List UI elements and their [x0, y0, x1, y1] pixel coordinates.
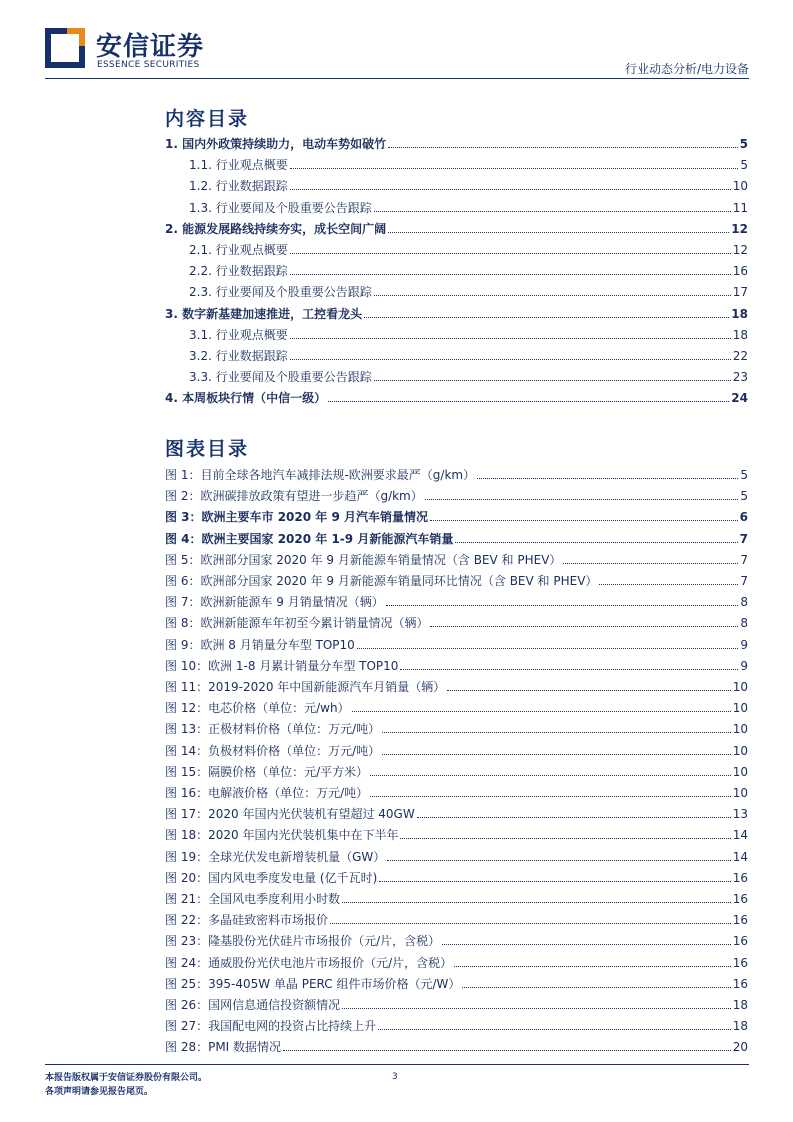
toc-entry-text: 2. 能源发展路线持续夯实，成长空间广阔: [165, 221, 387, 236]
figure-entry[interactable]: [165, 485, 748, 503]
figure-entry[interactable]: [165, 506, 748, 524]
figure-entry-page: 10: [732, 786, 748, 800]
toc-entry[interactable]: [165, 387, 748, 405]
figure-entry[interactable]: [165, 909, 748, 927]
figure-entry-text: 图 13：正极材料价格（单位：万元/吨）: [165, 722, 381, 737]
toc-entry-page: 22: [732, 349, 748, 363]
brand-name-en: ESSENCE SECURITIES: [97, 60, 200, 70]
figure-entry[interactable]: [165, 867, 748, 885]
toc-entry-text: 3.3. 行业要闻及个股重要公告跟踪: [189, 370, 372, 385]
figure-entry-page: 5: [740, 489, 748, 504]
figure-leader-dots: [442, 944, 731, 945]
figure-leader-dots: [425, 499, 739, 500]
figure-entry-text: 图 25：395-405W 单晶 PERC 组件市场价格（元/W）: [165, 976, 461, 991]
toc-entry-page: 18: [731, 306, 748, 321]
figure-entry-text: 图 10：欧洲 1-8 月累计销量分车型 TOP10: [165, 658, 399, 673]
figure-entry-page: 14: [732, 849, 748, 864]
figure-entry[interactable]: [165, 846, 748, 864]
figure-entry-page: 16: [732, 913, 748, 928]
header-divider: [45, 78, 749, 79]
essence-logo-icon: [45, 28, 85, 68]
figure-entry-text: 图 17：2020 年国内光伏装机有望超过 40GW: [165, 807, 415, 822]
toc-leader-dots: [290, 338, 731, 339]
figure-entry-page: 10: [732, 722, 748, 737]
figure-entry[interactable]: [165, 888, 748, 906]
figure-entry[interactable]: [165, 612, 748, 630]
figure-entry-text: 图 15：隔膜价格（单位：元/平方米）: [165, 764, 369, 779]
figure-entry-text: 图 14：负极材料价格（单位：万元/吨）: [165, 743, 381, 758]
figure-leader-dots: [342, 902, 731, 903]
figure-entry-text: 图 4：欧洲主要国家 2020 年 1-9 月新能源汽车销量: [165, 531, 454, 546]
figure-leader-dots: [379, 881, 730, 882]
figure-entry-text: 图 23：隆基股份光伏硅片市场报价（元/片，含税）: [165, 934, 441, 949]
toc-entry-text: 3.2. 行业数据跟踪: [189, 349, 288, 363]
figure-entry[interactable]: [165, 1015, 748, 1033]
figure-entry[interactable]: [165, 464, 748, 482]
figure-entry-page: 10: [732, 680, 748, 694]
toc-entry-text: 1.3. 行业要闻及个股重要公告跟踪: [189, 200, 372, 215]
footer-divider: [45, 1064, 749, 1065]
figure-entry-text: 图 18：2020 年国内光伏装机集中在下半年: [165, 828, 399, 843]
figure-leader-dots: [477, 478, 738, 479]
toc-entry-page: 5: [739, 137, 748, 151]
toc-leader-dots: [374, 380, 731, 381]
figure-entry-page: 18: [732, 998, 748, 1012]
figure-leader-dots: [599, 584, 738, 585]
toc-entry-text: 2.1. 行业观点概要: [189, 243, 288, 257]
figure-leader-dots: [378, 1029, 731, 1030]
toc-entry-text: 2.3. 行业要闻及个股重要公告跟踪: [189, 285, 372, 300]
figure-entry[interactable]: [165, 973, 748, 991]
figure-entry-page: 7: [740, 552, 748, 567]
toc-entry[interactable]: [189, 175, 748, 193]
figure-leader-dots: [387, 860, 730, 861]
figure-entry[interactable]: [165, 930, 748, 948]
toc-leader-dots: [388, 147, 738, 148]
toc-leader-dots: [364, 317, 729, 318]
figure-entry[interactable]: [165, 994, 748, 1012]
figure-leader-dots: [400, 669, 738, 670]
toc-entry[interactable]: [189, 260, 748, 278]
toc-entry[interactable]: [189, 345, 748, 363]
figure-leader-dots: [400, 838, 730, 839]
figure-entry-page: 16: [732, 934, 748, 949]
toc-leader-dots: [290, 274, 731, 275]
figure-entry-text: 图 12：电芯价格（单位：元/wh）: [165, 701, 350, 716]
figure-entry-text: 图 6：欧洲部分国家 2020 年 9 月新能源车销量同环比情况（含 BEV 和 PHEV）: [165, 574, 598, 588]
figure-entry-page: 9: [740, 658, 748, 673]
figure-leader-dots: [430, 626, 738, 627]
figure-entry[interactable]: [165, 655, 748, 673]
figure-entry-text: 图 22：多晶硅致密料市场报价: [165, 913, 329, 928]
figure-entry-page: 9: [740, 637, 748, 652]
toc-entry[interactable]: [165, 218, 748, 236]
toc-entry-text: 2.2. 行业数据跟踪: [189, 264, 288, 279]
figure-entry[interactable]: [165, 528, 748, 546]
toc-leader-dots: [374, 295, 731, 296]
figure-entry-text: 图 1：目前全球各地汽车减排法规-欧洲要求最严（g/km）: [165, 468, 476, 482]
figure-leader-dots: [563, 563, 738, 564]
toc-entry-page: 11: [732, 200, 748, 215]
figure-entry-page: 16: [732, 892, 748, 906]
figure-entry[interactable]: [165, 1036, 748, 1054]
figure-leader-dots: [370, 775, 731, 776]
figure-entry-text: 图 27：我国配电网的投资占比持续上升: [165, 1019, 377, 1034]
figure-leader-dots: [370, 796, 731, 797]
figure-entry-text: 图 26：国网信息通信投资额情况: [165, 998, 341, 1012]
toc-leader-dots: [388, 232, 729, 233]
toc-entry[interactable]: [189, 154, 748, 172]
figure-entry-page: 14: [732, 828, 748, 843]
figure-entry-text: 图 11：2019-2020 年中国新能源汽车月销量（辆）: [165, 680, 446, 694]
figure-entry[interactable]: [165, 740, 748, 758]
toc-entry[interactable]: [189, 324, 748, 342]
figure-entry[interactable]: [165, 634, 748, 652]
figure-entry-page: 10: [732, 764, 748, 779]
figure-entry-text: 图 5：欧洲部分国家 2020 年 9 月新能源车销量情况（含 BEV 和 PHEV）: [165, 552, 562, 567]
figure-entry-page: 8: [740, 595, 748, 610]
figure-entry-page: 10: [732, 743, 748, 758]
figure-leader-dots: [454, 966, 731, 967]
figure-leader-dots: [382, 754, 731, 755]
figure-entry[interactable]: [165, 549, 748, 567]
figure-leader-dots: [352, 711, 731, 712]
brand-name-cn: 安信证券: [96, 32, 205, 62]
toc-entry-text: 3.1. 行业观点概要: [189, 327, 288, 342]
figure-leader-dots: [455, 542, 737, 543]
toc-entry-text: 1.1. 行业观点概要: [189, 158, 288, 173]
figure-entry-text: 图 16：电解液价格（单位：万元/吨）: [165, 786, 369, 800]
figure-entry-page: 7: [740, 574, 748, 588]
figure-leader-dots: [357, 648, 739, 649]
figure-entry[interactable]: [165, 824, 748, 842]
figure-entry-text: 图 3：欧洲主要车市 2020 年 9 月汽车销量情况: [165, 510, 428, 525]
toc-entry[interactable]: [189, 366, 748, 384]
figure-entry-page: 16: [732, 870, 748, 885]
footer-disclaimer: 各项声明请参见报告尾页。: [45, 1087, 154, 1097]
toc-entry-page: 24: [731, 391, 748, 406]
figure-leader-dots: [386, 605, 739, 606]
figure-entry-text: 图 21：全国风电季度利用小时数: [165, 892, 341, 906]
toc-entry-page: 10: [732, 179, 748, 194]
figure-entry-text: 图 28：PMI 数据情况: [165, 1040, 282, 1055]
report-category: 行业动态分析/电力设备: [624, 62, 749, 76]
toc-title: 内容目录: [165, 108, 250, 130]
figure-entry-page: 5: [740, 468, 748, 482]
figure-entry[interactable]: [165, 782, 748, 800]
toc-entry[interactable]: [165, 303, 748, 321]
figure-entry-page: 16: [732, 976, 748, 991]
page-number: 3: [392, 1072, 398, 1082]
figure-entry-page: 7: [739, 531, 748, 546]
footer-copyright: 本报告版权属于安信证券股份有限公司。: [45, 1073, 208, 1083]
toc-entry[interactable]: [165, 133, 748, 151]
figures-title: 图表目录: [165, 438, 250, 460]
toc-leader-dots: [328, 401, 729, 402]
toc-entry-page: 16: [732, 264, 748, 279]
figure-entry[interactable]: [165, 761, 748, 779]
toc-leader-dots: [290, 253, 731, 254]
toc-leader-dots: [290, 168, 739, 169]
figure-entry-page: 16: [732, 955, 748, 970]
toc-entry-page: 23: [732, 370, 748, 385]
toc-entry[interactable]: [189, 281, 748, 299]
figure-entry[interactable]: [165, 591, 748, 609]
figure-entry[interactable]: [165, 718, 748, 736]
figure-entry-text: 图 19：全球光伏发电新增装机量（GW）: [165, 849, 386, 864]
toc-entry[interactable]: [189, 239, 748, 257]
figure-leader-dots: [283, 1050, 731, 1051]
figure-entry-page: 8: [740, 616, 748, 631]
figure-entry-text: 图 20：国内风电季度发电量 (亿千瓦时): [165, 870, 378, 885]
toc-leader-dots: [290, 189, 731, 190]
figure-entry[interactable]: [165, 803, 748, 821]
toc-entry-page: 5: [740, 158, 748, 173]
figure-entry[interactable]: [165, 952, 748, 970]
figure-entry-text: 图 9：欧洲 8 月销量分车型 TOP10: [165, 637, 355, 652]
figure-leader-dots: [330, 923, 731, 924]
figure-entry-text: 图 7：欧洲新能源车 9 月销量情况（辆）: [165, 595, 384, 610]
figure-leader-dots: [417, 817, 731, 818]
figure-entry-text: 图 2：欧洲碳排放政策有望进一步趋严（g/km）: [165, 489, 423, 504]
figure-entry-text: 图 24：通威股份光伏电池片市场报价（元/片，含税）: [165, 955, 453, 970]
figure-entry-page: 13: [732, 807, 748, 822]
figure-leader-dots: [447, 690, 730, 691]
figure-leader-dots: [462, 987, 730, 988]
toc-leader-dots: [290, 359, 731, 360]
figure-entry[interactable]: [165, 697, 748, 715]
figure-leader-dots: [342, 1008, 731, 1009]
toc-entry-text: 1.2. 行业数据跟踪: [189, 179, 288, 194]
toc-entry-page: 18: [732, 327, 748, 342]
toc-entry-page: 12: [731, 221, 748, 236]
toc-entry-page: 17: [732, 285, 748, 300]
figure-entry-page: 18: [732, 1019, 748, 1034]
toc-entry-page: 12: [732, 243, 748, 257]
figure-entry-page: 20: [732, 1040, 748, 1055]
figure-leader-dots: [382, 732, 731, 733]
toc-entry-text: 1. 国内外政策持续助力，电动车势如破竹: [165, 137, 387, 151]
toc-leader-dots: [374, 211, 731, 212]
figure-entry-text: 图 8：欧洲新能源车年初至今累计销量情况（辆）: [165, 616, 429, 631]
toc-entry-text: 4. 本周板块行情（中信一级）: [165, 391, 327, 406]
toc-entry-text: 3. 数字新基建加速推进，工控看龙头: [165, 306, 363, 321]
figure-leader-dots: [430, 520, 738, 521]
figure-entry-page: 6: [739, 510, 748, 525]
figure-entry[interactable]: [165, 570, 748, 588]
toc-entry[interactable]: [189, 197, 748, 215]
figure-entry[interactable]: [165, 676, 748, 694]
figure-entry-page: 10: [732, 701, 748, 716]
